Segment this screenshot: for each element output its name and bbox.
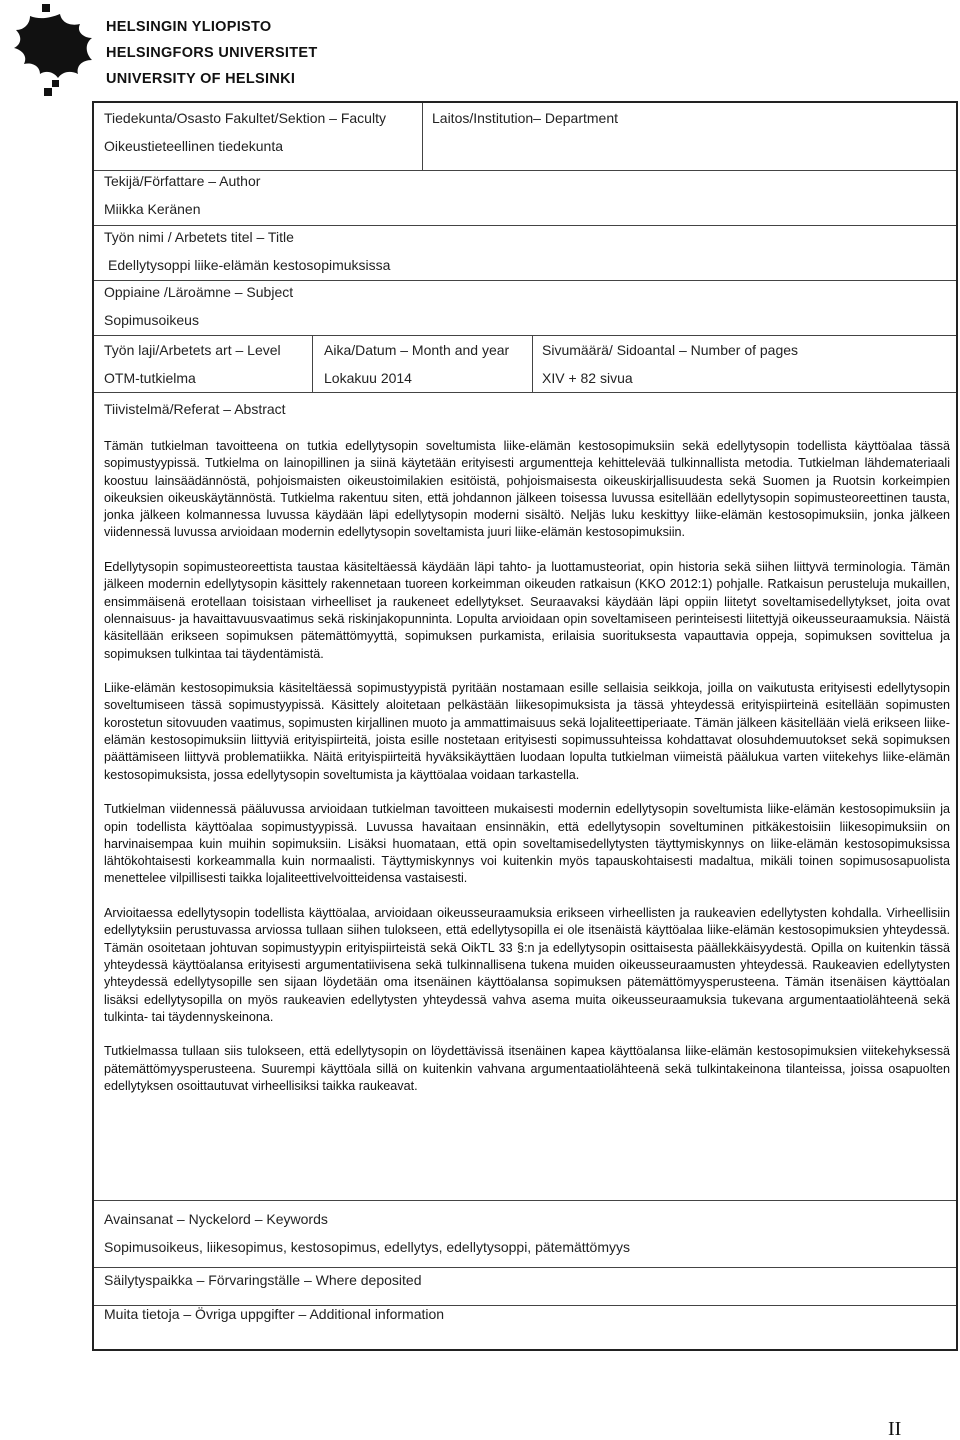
pages-label: Sivumäärä/ Sidoantal – Number of pages <box>542 342 799 358</box>
level-date-pages-row <box>94 336 956 393</box>
university-name-sv: HELSINGFORS UNIVERSITET <box>106 45 318 61</box>
university-logo <box>0 0 318 100</box>
date-label: Aika/Datum – Month and year <box>324 342 510 358</box>
level-value: OTM-tutkielma <box>104 370 196 386</box>
author-value: Miikka Keränen <box>104 201 201 217</box>
abstract-paragraph: Tutkielmassa tullaan siis tulokseen, että edellytysopin on löydettävissä itsenäinen kapea käyttöalansa liike-elämän kestosopimuksien viitekehyksessä pätemättömyysperusteena. Suurempi käyttöala sillä on kuitenkin vahvana argumentaatiolähteenä sekä tulkintakeinona tilanteissa, joissa osapuolten edellytyksen osoittautuvat virheellisiksi taikka raukeavat. <box>104 1044 950 1093</box>
university-name <box>106 14 318 92</box>
university-name-fi: HELSINGIN YLIOPISTO <box>106 19 272 35</box>
abstract-body <box>104 438 950 1113</box>
university-name-en: UNIVERSITY OF HELSINKI <box>106 71 296 87</box>
abstract-form <box>92 101 958 1351</box>
abstract-paragraph: Liike-elämän kestosopimuksia käsiteltäessä sopimustyypistä pyritään nostamaan esille sellaisia seikkoja, joilla on vaikutusta erityisesti edellytysopin soveltumiseen tässä sopimustyypissä. Käsittely aloitetaan pelkästään liikesopimuksista ja tässä yhteydessä erityispiirteinä esitellään sopimusten korostetun sitovuuden vaatimus, sopimusten kirjallinen muoto ja ammattimaisuus sekä lojaliteettiperiaate. Tämän jälkeen käsitellään vielä erikseen liike-elämän kestosopimuksiin liittyviä erityispiirteitä, joista esille nostetaan erityisesti sopimussuhteissa kohdattavat olosuhdemuutokset sekä sopimuksen päättämiseen liittyvä problematiikka. Näitä erityispiirteitä hyväksikäyttäen luodaan lopulta tutkielman viimeistä päälukua varten viitekehys liike-elämän kestosopimuksista, jossa edellytysopin soveltumista ja käyttöalaa voidaan tarkastella. <box>104 681 950 782</box>
page-number: II <box>888 1418 902 1440</box>
abstract-paragraph: Edellytysopin sopimusteoreettista taustaa käsiteltäessä käydään läpi tahto- ja luottamusteoriat, opin historia sekä siihen liittyvä terminologia. Tämän jälkeen modernin edellytysopin käsittely rakennetaan tuoreen korkeimman oikeuden ratkaisun (KKO 2012:1) pohjalle. Ratkaisun perusteluja mukaillen, ensimmäisenä erotellaan toisistaan virheelliset ja raukeneet edellytykset. Seuraavaksi käydään läpi oppiin liitetyt soveltamisedellytykset, joita ovat olennaisuus- ja havaittavuusvaatimus sekä riskinjakopunninta. Lopulta arvioidaan opin soveltamiseen perinteisesti liitettyjä oikeusseuraamuksia. Näistä käsitellään erikseen sopimuksen pätemättömyyttä, sopimuksen purkamista, erilaisia suorituksesta vapauttavia oppeja, sopimuksen sovittelua ja sopimuksen tulkintaa tai täydentämistä. <box>104 560 950 661</box>
keywords-row <box>94 1200 956 1268</box>
pages-value: XIV + 82 sivua <box>542 370 633 386</box>
abstract-paragraph: Arvioitaessa edellytysopin todellista käyttöalaa, arvioidaan oikeusseuraamuksia erikseen virheellisten ja raukeavien edellytysten kohdalla. Virheellisiin edellytyksiin perustuvassa arviossa tullaan siihen tulokseen, että edellytysopilla ei ole itsenäistä käyttöalaa liike-elämän kestosopimuksien yhteydessä. Tämän osoitetaan johtuvan sopimustyypin erityispiirteistä sekä OikTL 33 §:n ja edellytysopin osittaisesta päällekkäisyydestä. Opilla on kuitenkin tässä yhteydessä käyttöalansa erityisesti argumentatiivisena sekä tulkinnallisena tukena muiden oikeusseuraamusten yhteydessä. Raukeavien edellytysten yhteydessä edellytysopille sen sijaan löydetään oma itsenäinen käyttöalansa sopimuksen pätemättömyysperusteena. Tämän itsenäisen käyttöalan lisäksi edellytysopilla on myös raukeavien edellytysten yhteydessä vahva asema muita oikeusseuraamuksia tukevana argumentaatiolähteenä sekä tulkinta- tai täydennyskeinona. <box>104 906 950 1024</box>
column-divider <box>532 336 533 392</box>
deposited-row <box>94 1268 956 1306</box>
additional-row <box>94 1306 956 1349</box>
title-value: Edellytysoppi liike-elämän kestosopimuksissa <box>108 257 391 273</box>
title-label: Työn nimi / Arbetets titel – Title <box>104 229 294 245</box>
subject-value: Sopimusoikeus <box>104 312 199 328</box>
faculty-label: Tiedekunta/Osasto Fakultet/Sektion – Faculty <box>104 110 386 126</box>
author-label: Tekijä/Författare – Author <box>104 173 261 189</box>
author-row <box>94 171 956 226</box>
deposited-label: Säilytyspaikka – Förvaringställe – Where deposited <box>104 1272 422 1288</box>
title-row <box>94 226 956 281</box>
flame-emblem-icon <box>0 2 96 98</box>
subject-row <box>94 281 956 336</box>
additional-label: Muita tietoja – Övriga uppgifter – Additional information <box>104 1306 445 1322</box>
abstract-label: Tiivistelmä/Referat – Abstract <box>104 401 286 417</box>
abstract-paragraph: Tämän tutkielman tavoitteena on tutkia edellytysopin soveltumista liike-elämän kestosopimuksiin sekä edellytysopin todellista käyttöalaa tässä sopimustyypissä. Tutkielma on lainopillinen ja siinä käytetään erityisesti argumentteja kehittelevää tulkinnallista metodia. Tutkielman lähdemateriaali koostuu lainsäädännöstä, pohjoismaisten oikeustoimilakien esitöistä, pohjoismaisesta oikeuskirjallisuudesta sekä Suomen ja Ruotsin korkeimpien oikeuksien oikeuskäytännöstä. Tutkielma rakentuu siten, että johdannon jälkeen toisessa luvussa esitellään edellytysopin sopimusteoreettinen tausta, jonka jälkeen kolmannessa luvussa käydään läpi edellytysopin moderni sisältö. Neljäs luku keskittyy liike-elämän kestosopimuksiin, jonka jälkeen viidennessä luvussa arvioidaan modernin edellytysopin soveltamista juuri liike-elämän kestosopimuksiin. <box>104 439 950 540</box>
subject-label: Oppiaine /Läroämne – Subject <box>104 284 294 300</box>
faculty-department-row <box>94 103 956 171</box>
keywords-label: Avainsanat – Nyckelord – Keywords <box>104 1211 328 1227</box>
level-label: Työn laji/Arbetets art – Level <box>104 342 281 358</box>
abstract-paragraph: Tutkielman viidennessä pääluvussa arvioidaan tutkielman tavoitteen mukaisesti modernin edellytysopin soveltumista liike-elämän kestosopimuksiin ja opin todellista käyttöalaa sopimustyypissä. Luvussa havaitaan ensinnäkin, että edellytysopin soveltuminen pitkäkestoisiin liikesopimuksiin on harvinaisempaa kuin muihin sopimuksiin. Lisäksi huomataan, että opin soveltamisedellytysten täyttymiskynnys on liike-elämän kestosopimuksissa lähtökohtaisesti korkeammalla kuin normaalisti. Täyttymiskynnys voi kuitenkin myös tapauskohtaisesti madaltua, mikäli toinen sopimusosapuolista menettelee vilpillisesti taikka lojaliteettivelvoitteidensa vastaisesti. <box>104 802 950 886</box>
faculty-value: Oikeustieteellinen tiedekunta <box>104 138 284 154</box>
date-value: Lokakuu 2014 <box>324 370 412 386</box>
keywords-value: Sopimusoikeus, liikesopimus, kestosopimus, edellytys, edellytysoppi, pätemättömyys <box>104 1239 631 1255</box>
column-divider <box>312 336 313 392</box>
department-label: Laitos/Institution– Department <box>432 110 618 126</box>
column-divider <box>422 103 423 170</box>
